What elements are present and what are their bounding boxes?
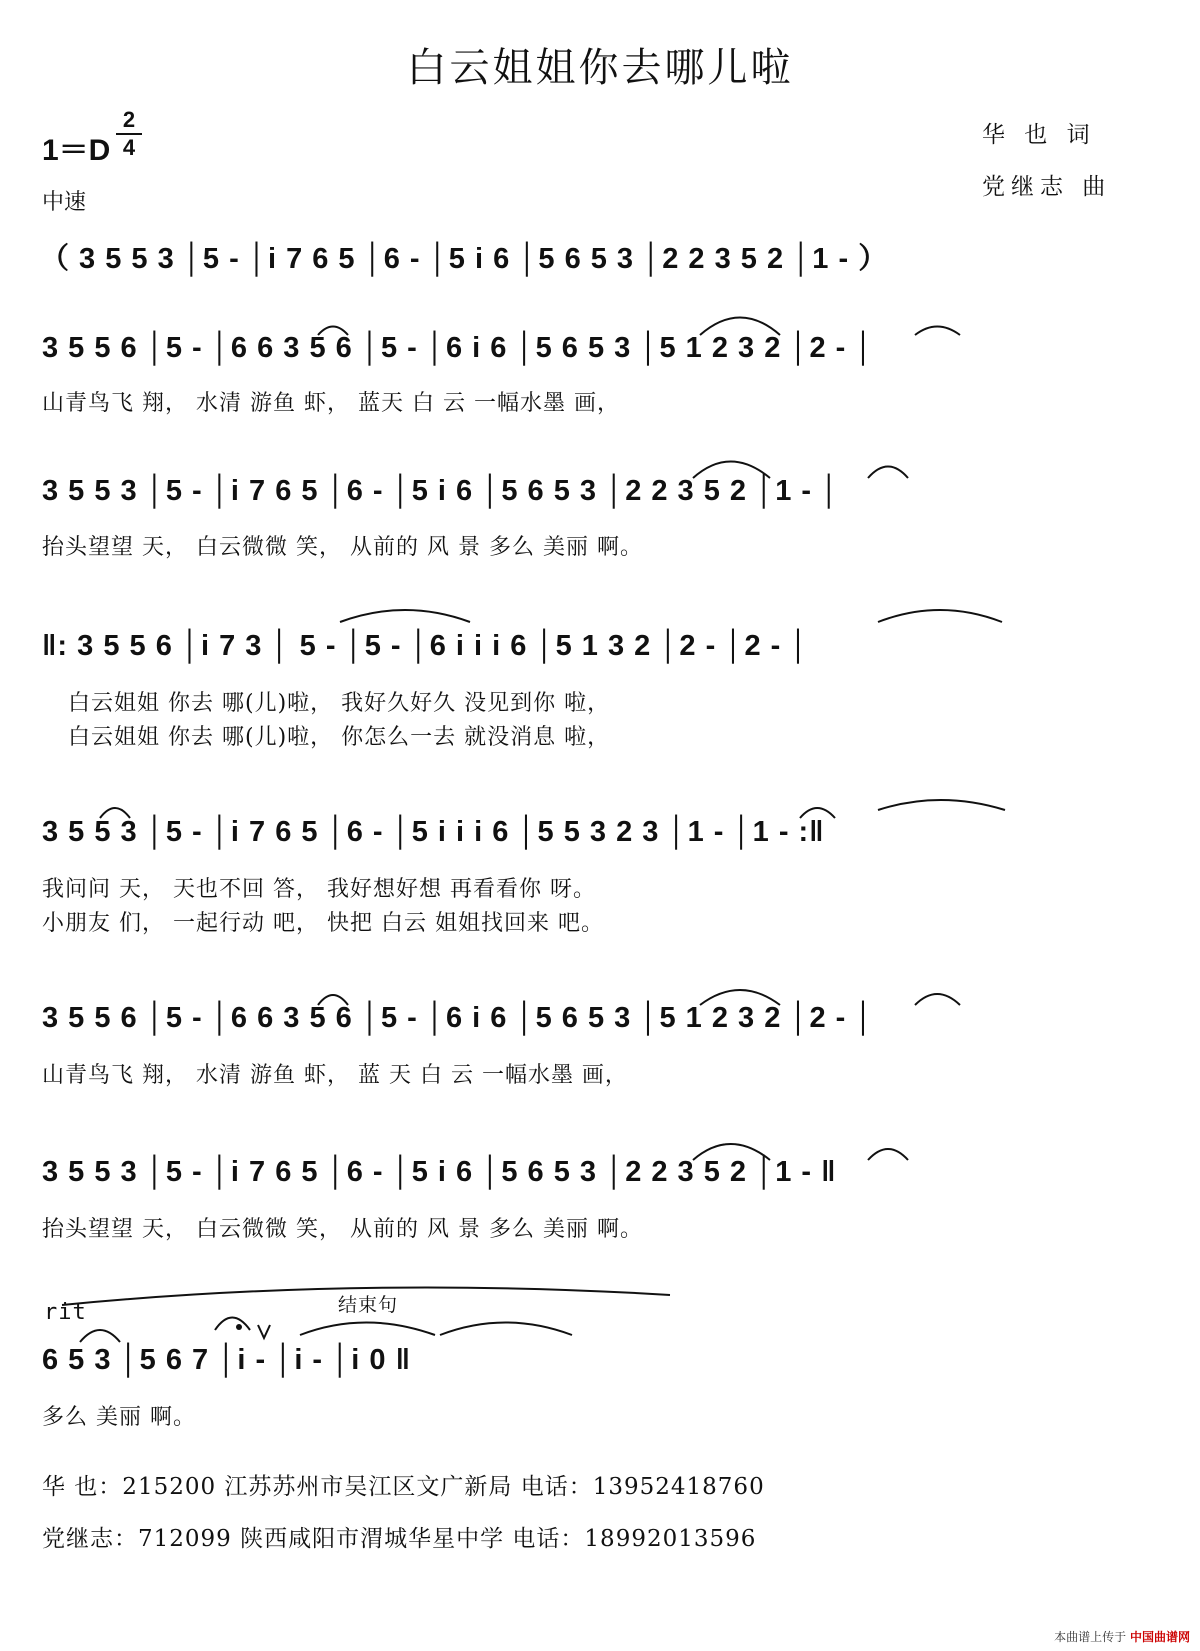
tempo-marking: 中速: [42, 190, 87, 215]
slur-mark: [878, 800, 1005, 810]
lyrics-ending: 多么 美丽 啊。: [42, 1405, 196, 1430]
site-watermark: [1054, 1628, 1190, 1645]
lyrics-line-3-verse-1: 白云姐姐 你去 哪(儿)啦， 我好久好久 没见到你 啦，: [68, 691, 611, 716]
rit-marking: rit: [44, 1300, 87, 1325]
notation-line-5: 3 5 5 6 │5 - │6 6 3 5 6 │5 - │6 i 6 │5 6 5 3 │5 1 2 3 2 │2 - │: [42, 1002, 875, 1034]
slur-mark: [868, 467, 908, 479]
notation-line-2: 3 5 5 3 │5 - │i 7 6 5 │6 - │5 i 6 │5 6 5 3 │2 2 3 5 2 │1 - │: [42, 475, 841, 507]
notation-ending: 6 5 3 │5 6 7 │i - │i - │i 0 ‖: [42, 1344, 411, 1376]
slur-mark: [693, 1144, 770, 1160]
notation-line-6: 3 5 5 3 │5 - │i 7 6 5 │6 - │5 i 6 │5 6 5 3 │2 2 3 5 2 │1 - ‖: [42, 1156, 837, 1188]
time-signature-top: 2: [122, 107, 136, 132]
lyrics-line-4-verse-1: 我问问 天， 天也不回 答， 我好想好想 再看看你 呀。: [42, 877, 596, 902]
watermark-site: 中国曲谱网: [1129, 1630, 1190, 1644]
slur-mark: [318, 995, 348, 1005]
slur-mark: [915, 327, 960, 336]
song-title: 白云姐姐你去哪儿啦: [406, 45, 794, 91]
slur-mark: [868, 1149, 908, 1160]
composer-credit: 党继志 曲: [982, 174, 1112, 200]
slur-mark: [800, 808, 835, 818]
slur-mark: [693, 462, 770, 479]
notation-line-3: ‖: 3 5 5 6 │i 7 3 │ 5 - │5 - │6 i i i 6 │5 1 3 2 │2 - │2 - │: [42, 630, 810, 662]
slur-mark: [915, 994, 960, 1005]
slur-mark: [340, 610, 470, 622]
footer-line-2: 党继志：712099 陕西咸阳市渭城华星中学 电话：18992013596: [42, 1526, 757, 1552]
notation-line-4: 3 5 5 3 │5 - │i 7 6 5 │6 - │5 i i i 6 │5 5 3 2 3 │1 - │1 - :‖: [42, 816, 825, 848]
lyricist-credit: 华 也 词: [982, 122, 1096, 148]
lyrics-line-2: 抬头望望 天， 白云微微 笑， 从前的 风 景 多么 美丽 啊。: [42, 535, 643, 560]
slur-mark: [62, 1287, 670, 1305]
notation-line-intro: （ 3 5 5 3 │5 - │i 7 6 5 │6 - │5 i 6 │5 6 5 3 │2 2 3 5 2 │1 - ）: [40, 243, 889, 275]
watermark-prefix: 本曲谱上传于: [1054, 1630, 1127, 1644]
slur-mark: [700, 990, 780, 1005]
lyrics-line-1: 山青鸟飞 翔， 水清 游鱼 虾， 蓝天 白 云 一幅水墨 画，: [42, 391, 620, 416]
lyrics-line-3-verse-2: 白云姐姐 你去 哪(儿)啦， 你怎么一去 就没消息 啦，: [68, 725, 611, 750]
slur-mark: [215, 1318, 250, 1331]
time-signature-bottom: 4: [122, 135, 136, 160]
fermata-dot: [236, 1324, 242, 1330]
lyrics-line-4-verse-2: 小朋友 们， 一起行动 吧， 快把 白云 姐姐找回来 吧。: [42, 911, 604, 936]
slur-mark: [100, 808, 130, 818]
slur-mark: [878, 610, 1002, 622]
ending-label: 结束句: [338, 1294, 399, 1316]
slur-mark: [318, 327, 348, 336]
breath-mark: [258, 1325, 270, 1338]
notation-line-1: 3 5 5 6 │5 - │6 6 3 5 6 │5 - │6 i 6 │5 6 5 3 │5 1 2 3 2 │2 - │: [42, 332, 875, 364]
slur-mark: [300, 1323, 435, 1336]
slur-mark: [80, 1330, 120, 1342]
key-signature: 1＝D: [42, 134, 111, 167]
footer-line-1: 华 也：215200 江苏苏州市吴江区文广新局 电话：13952418760: [42, 1474, 765, 1500]
slur-mark: [440, 1323, 572, 1336]
lyrics-line-5: 山青鸟飞 翔， 水清 游鱼 虾， 蓝 天 白 云 一幅水墨 画，: [42, 1063, 628, 1088]
lyrics-line-6: 抬头望望 天， 白云微微 笑， 从前的 风 景 多么 美丽 啊。: [42, 1217, 643, 1242]
slur-mark: [700, 318, 780, 336]
